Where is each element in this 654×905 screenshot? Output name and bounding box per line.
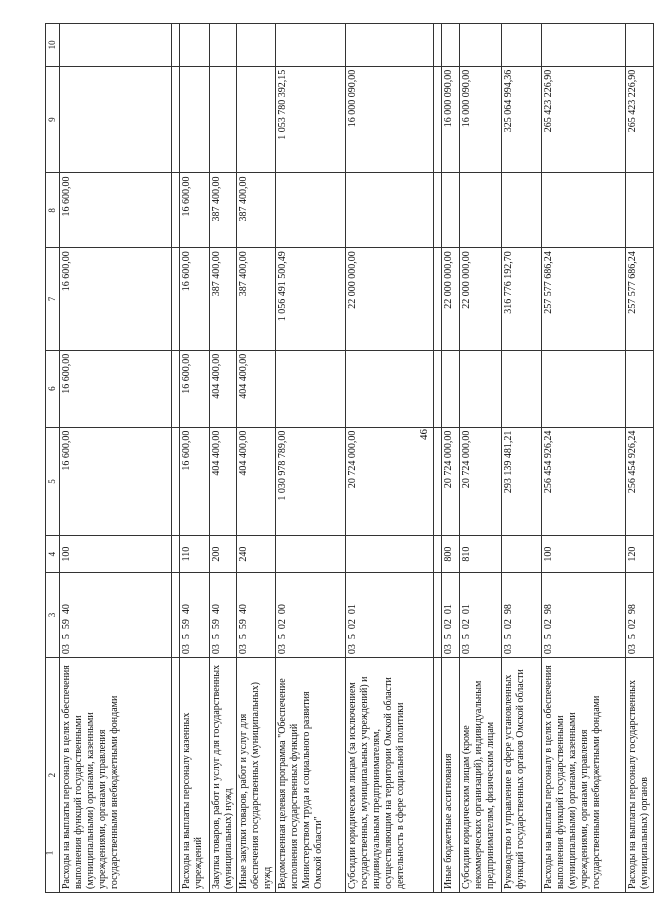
row-col6-cell xyxy=(346,350,434,427)
spacer-cell xyxy=(172,658,180,893)
table-row xyxy=(276,24,346,893)
row-vr-cell: 100 xyxy=(542,536,626,572)
row-col7-cell: 387 400,00 xyxy=(210,248,237,350)
row-code-cell xyxy=(626,572,654,657)
spacer-cell xyxy=(434,658,442,893)
row-name-cell: Расходы на выплаты персоналу в целях обеспечения выполнения функций государственными (муниципальными) органами, казенными учреждениями, органами управления государственными внебюджетными фондами xyxy=(542,658,626,893)
row-vr-cell xyxy=(276,536,346,572)
code-part: 03 xyxy=(277,644,288,655)
row-col10-cell xyxy=(442,24,460,67)
code-part: 98 xyxy=(627,604,638,615)
row-col5-cell: 16 600,00 xyxy=(180,427,210,536)
row-col9-cell: 265 423 226,90 xyxy=(542,66,626,173)
code-part: 03 xyxy=(443,644,454,655)
table-row xyxy=(442,24,460,893)
row-col9-cell: 16 000 090,00 xyxy=(460,66,502,173)
code-part: 40 xyxy=(238,604,249,615)
row-col5-cell: 293 139 481,21 xyxy=(502,427,542,536)
row-col10-cell xyxy=(60,24,172,67)
row-col5-cell: 404 400,00 xyxy=(237,427,276,536)
row-col7-cell: 16 600,00 xyxy=(60,248,172,350)
code-part: 02 xyxy=(627,619,638,630)
row-col9-cell: 265 423 226,90 xyxy=(626,66,654,173)
row-vr-cell: 800 xyxy=(442,536,460,572)
row-name-cell: Иные закупки товаров, работ и услуг для обеспечения государственных (муниципальных) нужд xyxy=(237,658,276,893)
row-name-cell: Субсидии юридическим лицам (кроме некоммерческих организаций), индивидуальным предпринимателям, физическим лицам xyxy=(460,658,502,893)
row-col10-cell xyxy=(237,24,276,67)
row-col10-cell xyxy=(180,24,210,67)
row-code-cell xyxy=(210,572,237,657)
row-col7-cell: 316 776 192,70 xyxy=(502,248,542,350)
row-name-cell: Иные бюджетные ассигнования xyxy=(442,658,460,893)
code-part: 01 xyxy=(347,604,358,615)
row-col8-cell: 16 600,00 xyxy=(60,173,172,248)
code-part: 02 xyxy=(543,619,554,630)
code-part: 5 xyxy=(211,634,222,640)
row-code-cell xyxy=(346,572,434,657)
spacer-row xyxy=(434,24,442,893)
row-col6-cell xyxy=(626,350,654,427)
spacer-cell xyxy=(434,66,442,173)
row-col9-cell xyxy=(180,66,210,173)
table-row xyxy=(460,24,502,893)
code-part: 03 xyxy=(181,644,192,655)
code-part: 98 xyxy=(543,604,554,615)
code-part: 02 xyxy=(347,619,358,630)
spacer-cell xyxy=(434,536,442,572)
col-header: 2 xyxy=(46,658,60,893)
row-col5-cell: 16 600,00 xyxy=(60,427,172,536)
code-part: 01 xyxy=(443,604,454,615)
code-part: 03 xyxy=(238,644,249,655)
table-row xyxy=(346,24,434,893)
row-col5-cell: 404 400,00 xyxy=(210,427,237,536)
row-col10-cell xyxy=(502,24,542,67)
row-col6-cell: 16 600,00 xyxy=(60,350,172,427)
code-part: 5 xyxy=(347,634,358,640)
row-col7-cell: 16 600,00 xyxy=(180,248,210,350)
row-col5-cell: 256 454 926,24 xyxy=(626,427,654,536)
row-col5-cell: 256 454 926,24 xyxy=(542,427,626,536)
col-header: 5 xyxy=(46,427,60,536)
code-part: 00 xyxy=(277,604,288,615)
col-header: 9 xyxy=(46,66,60,173)
row-col9-cell: 16 000 090,00 xyxy=(442,66,460,173)
table-row xyxy=(626,24,654,893)
spacer-cell xyxy=(172,350,180,427)
row-vr-cell xyxy=(502,536,542,572)
row-col8-cell xyxy=(460,173,502,248)
table-row xyxy=(502,24,542,893)
row-name-cell: Руководство и управление в сфере установленных функций государственных органов Омской области xyxy=(502,658,542,893)
code-part: 02 xyxy=(277,619,288,630)
code-part: 40 xyxy=(181,604,192,615)
table-row xyxy=(542,24,626,893)
col-header: 7 xyxy=(46,248,60,350)
row-code-cell xyxy=(276,572,346,657)
code-part: 02 xyxy=(461,619,472,630)
row-col6-cell: 404 400,00 xyxy=(210,350,237,427)
row-col7-cell: 22 000 000,00 xyxy=(442,248,460,350)
code-part: 03 xyxy=(61,644,72,655)
row-name-cell: Субсидии юридическим лицам (за исключением государственных, муниципальных учреждений) и индивидуальным предпринимателям, осуществляющим на территории Омской области деятельность в сфере социальной политики xyxy=(346,658,434,893)
code-part: 59 xyxy=(238,619,249,630)
row-col9-cell xyxy=(60,66,172,173)
code-part: 5 xyxy=(503,634,514,640)
spacer-cell xyxy=(434,350,442,427)
row-code-cell xyxy=(502,572,542,657)
code-part: 5 xyxy=(461,634,472,640)
code-part: 40 xyxy=(61,604,72,615)
row-vr-cell: 110 xyxy=(180,536,210,572)
spacer-cell xyxy=(434,572,442,657)
spacer-cell xyxy=(172,24,180,67)
row-col8-cell xyxy=(542,173,626,248)
row-col8-cell xyxy=(626,173,654,248)
code-part: 02 xyxy=(503,619,514,630)
row-col8-cell xyxy=(502,173,542,248)
row-col10-cell xyxy=(346,24,434,67)
spacer-row xyxy=(172,24,180,893)
row-col7-cell: 22 000 000,00 xyxy=(346,248,434,350)
column-number-row xyxy=(46,24,60,893)
spacer-cell xyxy=(172,248,180,350)
row-col8-cell: 387 400,00 xyxy=(210,173,237,248)
col-header: 4 xyxy=(46,536,60,572)
code-part: 5 xyxy=(543,634,554,640)
row-vr-cell: 120 xyxy=(626,536,654,572)
code-part: 03 xyxy=(461,644,472,655)
row-col6-cell xyxy=(442,350,460,427)
row-col6-cell: 404 400,00 xyxy=(237,350,276,427)
code-part: 03 xyxy=(347,644,358,655)
code-part: 02 xyxy=(443,619,454,630)
row-col8-cell: 16 600,00 xyxy=(180,173,210,248)
row-col9-cell: 16 000 090,00 xyxy=(346,66,434,173)
row-vr-cell xyxy=(346,536,434,572)
row-name-cell: Расходы на выплаты персоналу казенных учреждений xyxy=(180,658,210,893)
row-col6-cell xyxy=(502,350,542,427)
row-code-cell xyxy=(442,572,460,657)
code-part: 03 xyxy=(627,644,638,655)
row-vr-cell: 200 xyxy=(210,536,237,572)
row-col9-cell: 1 053 780 392,15 xyxy=(276,66,346,173)
spacer-cell xyxy=(434,173,442,248)
code-part: 5 xyxy=(238,634,249,640)
code-part: 03 xyxy=(503,644,514,655)
row-col10-cell xyxy=(276,24,346,67)
row-col10-cell xyxy=(542,24,626,67)
spacer-cell xyxy=(434,248,442,350)
page-number: 46 xyxy=(418,429,430,440)
code-part: 40 xyxy=(211,604,222,615)
spacer-cell xyxy=(172,427,180,536)
row-col7-cell: 257 577 686,24 xyxy=(542,248,626,350)
code-part: 5 xyxy=(443,634,454,640)
code-part: 5 xyxy=(627,634,638,640)
row-col9-cell: 325 064 994,36 xyxy=(502,66,542,173)
code-part: 01 xyxy=(461,604,472,615)
rotated-table-area xyxy=(45,23,650,893)
row-col8-cell xyxy=(346,173,434,248)
row-col5-cell: 1 030 978 789,00 xyxy=(276,427,346,536)
row-code-cell xyxy=(60,572,172,657)
spacer-cell xyxy=(434,427,442,536)
code-part: 5 xyxy=(61,634,72,640)
row-name-cell: Ведомственная целевая программа "Обеспечение исполнения государственных функций Министерством труда и социального развития Омской области" xyxy=(276,658,346,893)
row-col7-cell: 387 400,00 xyxy=(237,248,276,350)
row-name-cell: Расходы на выплаты персоналу государственных (муниципальных) органов xyxy=(626,658,654,893)
row-vr-cell: 100 xyxy=(60,536,172,572)
code-part: 5 xyxy=(181,634,192,640)
row-col7-cell: 22 000 000,00 xyxy=(460,248,502,350)
column-1-header: 1 xyxy=(44,850,55,856)
row-col8-cell xyxy=(276,173,346,248)
row-name-cell: Закупка товаров, работ и услуг для государственных (муниципальных) нужд xyxy=(210,658,237,893)
table-row xyxy=(180,24,210,893)
row-col8-cell xyxy=(442,173,460,248)
row-vr-cell: 240 xyxy=(237,536,276,572)
row-col5-cell: 20 724 000,00 xyxy=(460,427,502,536)
spacer-cell xyxy=(172,572,180,657)
row-col5-cell: 20 724 000,00 xyxy=(442,427,460,536)
row-code-cell xyxy=(237,572,276,657)
row-vr-cell: 810 xyxy=(460,536,502,572)
row-col6-cell xyxy=(460,350,502,427)
col-header: 8 xyxy=(46,173,60,248)
spacer-cell xyxy=(434,24,442,67)
row-col10-cell xyxy=(460,24,502,67)
budget-table xyxy=(45,23,654,893)
col-header: 6 xyxy=(46,350,60,427)
table-row xyxy=(237,24,276,893)
code-part: 59 xyxy=(61,619,72,630)
table-row xyxy=(210,24,237,893)
spacer-cell xyxy=(172,66,180,173)
code-part: 5 xyxy=(277,634,288,640)
row-col10-cell xyxy=(210,24,237,67)
row-col10-cell xyxy=(626,24,654,67)
spacer-cell xyxy=(172,536,180,572)
row-name-cell: Расходы на выплаты персоналу в целях обеспечения выполнения функций государственными (муниципальными) органами, казенными учреждениями, органами управления государственными внебюджетными фондами xyxy=(60,658,172,893)
row-code-cell xyxy=(542,572,626,657)
row-code-cell xyxy=(180,572,210,657)
row-col9-cell xyxy=(237,66,276,173)
row-col5-cell: 20 724 000,00 xyxy=(346,427,434,536)
row-col7-cell: 1 056 491 500,49 xyxy=(276,248,346,350)
row-col7-cell: 257 577 686,24 xyxy=(626,248,654,350)
row-col6-cell xyxy=(276,350,346,427)
code-part: 03 xyxy=(543,644,554,655)
table-row xyxy=(60,24,172,893)
row-col9-cell xyxy=(210,66,237,173)
code-part: 98 xyxy=(503,604,514,615)
code-part: 59 xyxy=(181,619,192,630)
row-col6-cell: 16 600,00 xyxy=(180,350,210,427)
col-header: 10 xyxy=(46,24,60,67)
col-header: 3 xyxy=(46,572,60,657)
row-col8-cell: 387 400,00 xyxy=(237,173,276,248)
code-part: 03 xyxy=(211,644,222,655)
row-code-cell xyxy=(460,572,502,657)
spacer-cell xyxy=(172,173,180,248)
row-col6-cell xyxy=(542,350,626,427)
code-part: 59 xyxy=(211,619,222,630)
